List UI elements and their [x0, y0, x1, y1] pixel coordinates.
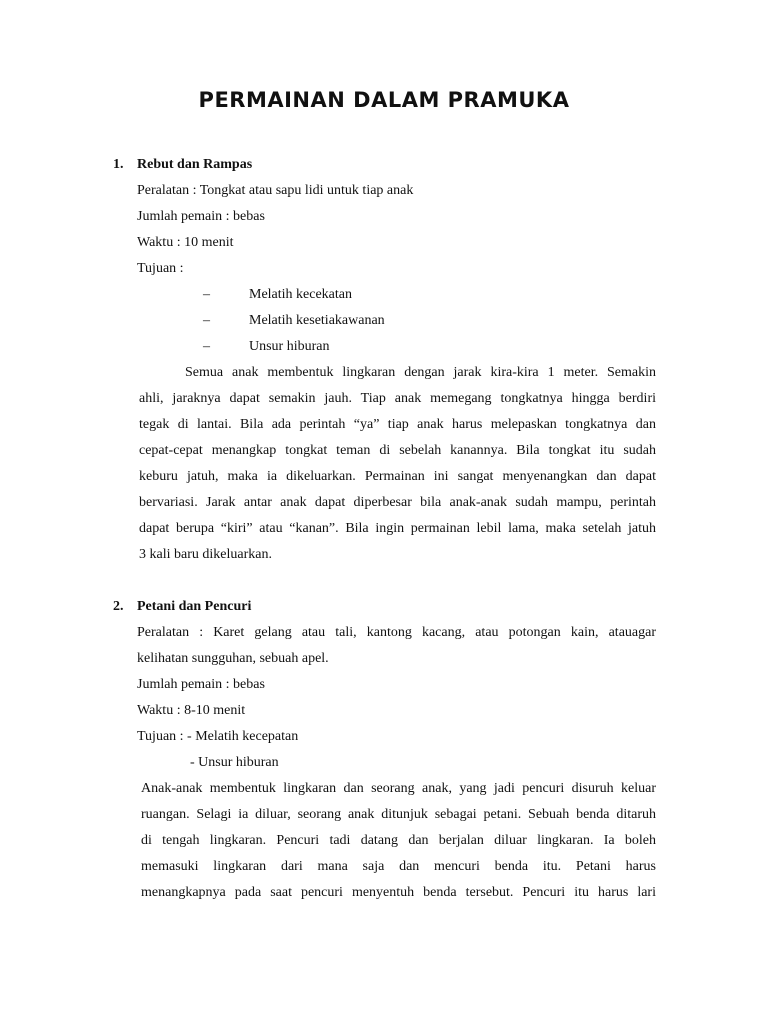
goal-item: Unsur hiburan: [249, 339, 330, 354]
paragraph-line: Semua anak membentuk lingkaran dengan jarak kira-kira 1 meter. Semakin: [185, 365, 656, 380]
goal-item: Melatih kecekatan: [249, 287, 353, 302]
paragraph-line: cepat-cepat menangkap tongkat teman di sebelah kanannya. Bila tongkat itu sudah: [139, 443, 656, 458]
section-2-tujuan-cont: - Unsur hiburan: [190, 755, 279, 770]
page-title: PERMAINAN DALAM PRAMUKA: [198, 88, 570, 112]
section-2-waktu: Waktu : 8-10 menit: [137, 703, 246, 718]
paragraph-line: dapat berupa “kiri” atau “kanan”. Bila ingin permainan lebil lama, maka setelah jatuh: [139, 521, 656, 536]
section-2-peralatan-cont: kelihatan sungguhan, sebuah apel.: [137, 651, 329, 666]
bullet-dash: –: [203, 287, 210, 302]
paragraph-line: Anak-anak membentuk lingkaran dan seorang anak, yang jadi pencuri disuruh keluar: [141, 781, 656, 796]
section-2-number: 2.: [113, 599, 124, 614]
paragraph-line: bervariasi. Jarak antar anak dapat diperbesar bila anak-anak sudah mampu, perintah: [139, 495, 656, 510]
paragraph-line: ruangan. Selagi ia diluar, seorang anak ditunjuk sebagai petani. Sebuah benda ditaruh: [141, 807, 656, 822]
section-2-tujuan: Tujuan : - Melatih kecepatan: [137, 729, 299, 744]
section-2-peralatan: Peralatan : Karet gelang atau tali, kantong kacang, atau potongan kain, atauagar: [137, 625, 656, 640]
paragraph-line: ahli, jaraknya dapat semakin jauh. Tiap anak memegang tongkatnya hingga berdiri: [139, 391, 656, 406]
paragraph-line: menangkapnya pada saat pencuri menyentuh benda tersebut. Pencuri itu harus lari: [141, 885, 656, 900]
section-1-heading: Rebut dan Rampas: [137, 157, 253, 172]
paragraph-line: keburu jatuh, maka ia dikeluarkan. Permainan ini sangat menyenangkan dan dapat: [139, 469, 656, 484]
section-1-tujuan: Tujuan :: [137, 261, 184, 276]
section-1-waktu: Waktu : 10 menit: [137, 235, 234, 250]
paragraph-line: memasuki lingkaran dari mana saja dan mencuri benda itu. Petani harus: [141, 859, 656, 874]
section-1-jumlah: Jumlah pemain : bebas: [137, 209, 265, 224]
bullet-dash: –: [203, 339, 210, 354]
paragraph-line: 3 kali baru dikeluarkan.: [139, 547, 272, 562]
section-2-heading: Petani dan Pencuri: [137, 599, 252, 614]
bullet-dash: –: [203, 313, 210, 328]
section-2-jumlah: Jumlah pemain : bebas: [137, 677, 265, 692]
paragraph-line: tegak di lantai. Bila ada perintah “ya” tiap anak harus melepaskan tongkatnya dan: [139, 417, 656, 432]
section-1-peralatan: Peralatan : Tongkat atau sapu lidi untuk tiap anak: [137, 183, 414, 198]
paragraph-line: di tengah lingkaran. Pencuri tadi datang dan berjalan diluar lingkaran. Ia boleh: [141, 833, 656, 848]
goal-item: Melatih kesetiakawanan: [249, 313, 385, 328]
section-1-number: 1.: [113, 157, 124, 172]
